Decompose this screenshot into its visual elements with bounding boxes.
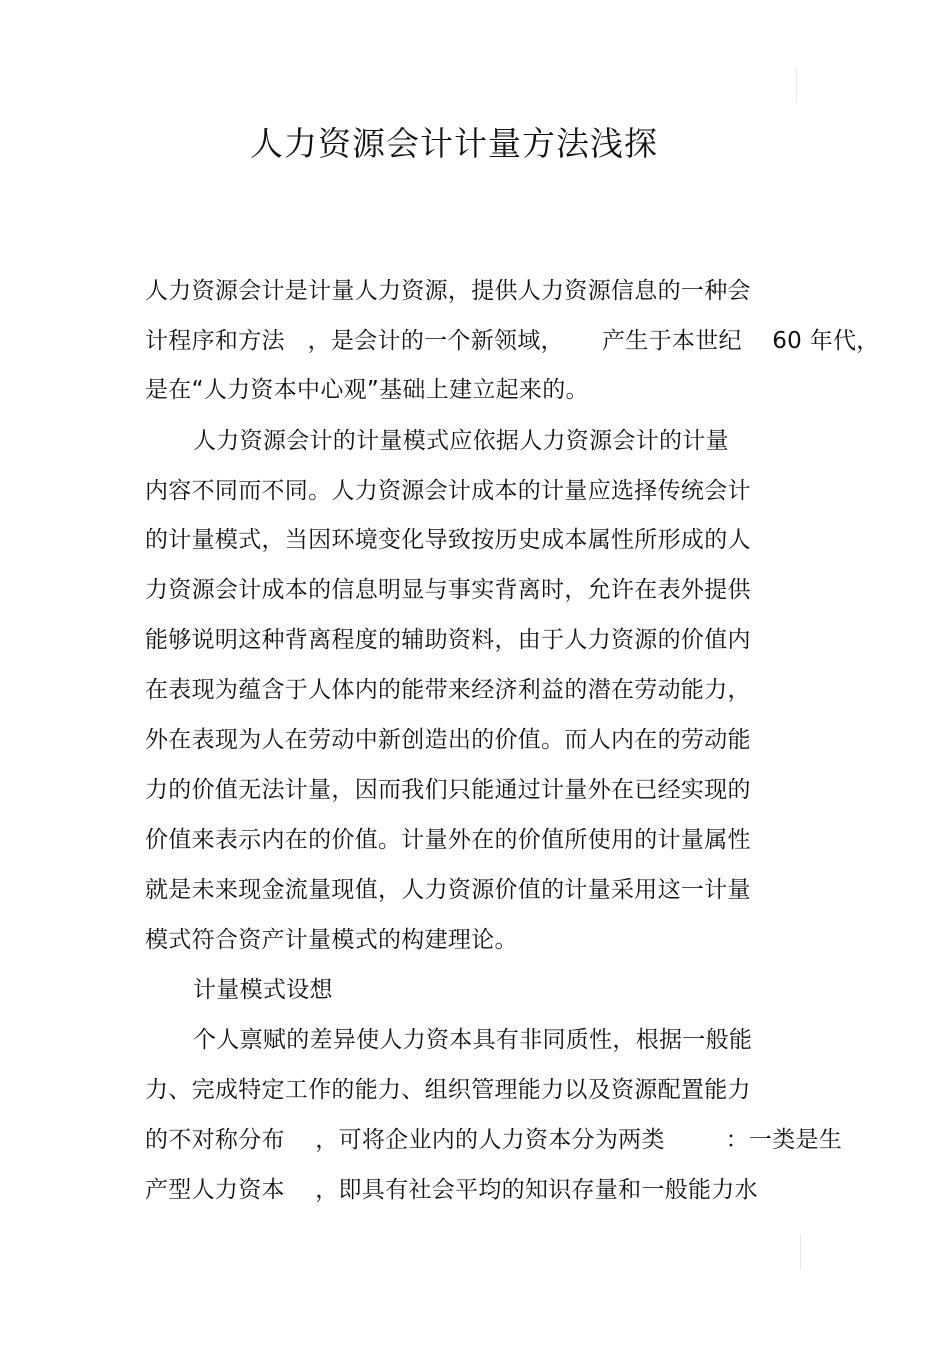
text-line: 产型人力资本 ，即具有社会平均的知识存量和一般能力水 [145, 1177, 758, 1203]
page-edge-mark [796, 68, 797, 102]
paragraph-first-line: 人力资源会计的计量模式应依据人力资源会计的计量 [193, 428, 729, 454]
text-line: 内容不同而不同。人力资源会计成本的计量应选择传统会计 [145, 478, 751, 504]
text-line: 在表现为蕴含于人体内的能带来经济利益的潜在劳动能力， [145, 677, 751, 703]
document-title: 人力资源会计计量方法浅探 [250, 124, 658, 163]
section-heading: 计量模式设想 [193, 977, 333, 1003]
text-line: 的不对称分布 ，可将企业内的人力资本分为两类 ：一类是生 [145, 1127, 843, 1153]
text-line: 力的价值无法计量，因而我们只能通过计量外在已经实现的 [145, 777, 751, 803]
text-line: 能够说明这种背离程度的辅助资料，由于人力资源的价值内 [145, 627, 751, 653]
text-line: 模式符合资产计量模式的构建理论。 [145, 927, 518, 953]
text-line: 人力资源会计是计量人力资源，提供人力资源信息的一种会 [145, 278, 751, 304]
text-line: 价值来表示内在的价值。计量外在的价值所使用的计量属性 [145, 827, 751, 853]
text-line: 力、完成特定工作的能力、组织管理能力以及资源配置能力 [145, 1077, 751, 1103]
text-line: 就是未来现金流量现值，人力资源价值的计量采用这一计量 [145, 877, 751, 903]
text-line: 是在“人力资本中心观”基础上建立起来的。 [145, 377, 589, 403]
page-edge-mark [800, 1234, 801, 1270]
text-line: 计程序和方法 ，是会计的一个新领域， 产生于本世纪 60 年代， [145, 328, 880, 354]
text-line: 力资源会计成本的信息明显与事实背离时，允许在表外提供 [145, 577, 751, 603]
paragraph-first-line: 个人禀赋的差异使人力资本具有非同质性，根据一般能 [193, 1027, 753, 1053]
text-line: 外在表现为人在劳动中新创造出的价值。而人内在的劳动能 [145, 727, 751, 753]
text-line: 的计量模式，当因环境变化导致按历史成本属性所形成的人 [145, 527, 751, 553]
